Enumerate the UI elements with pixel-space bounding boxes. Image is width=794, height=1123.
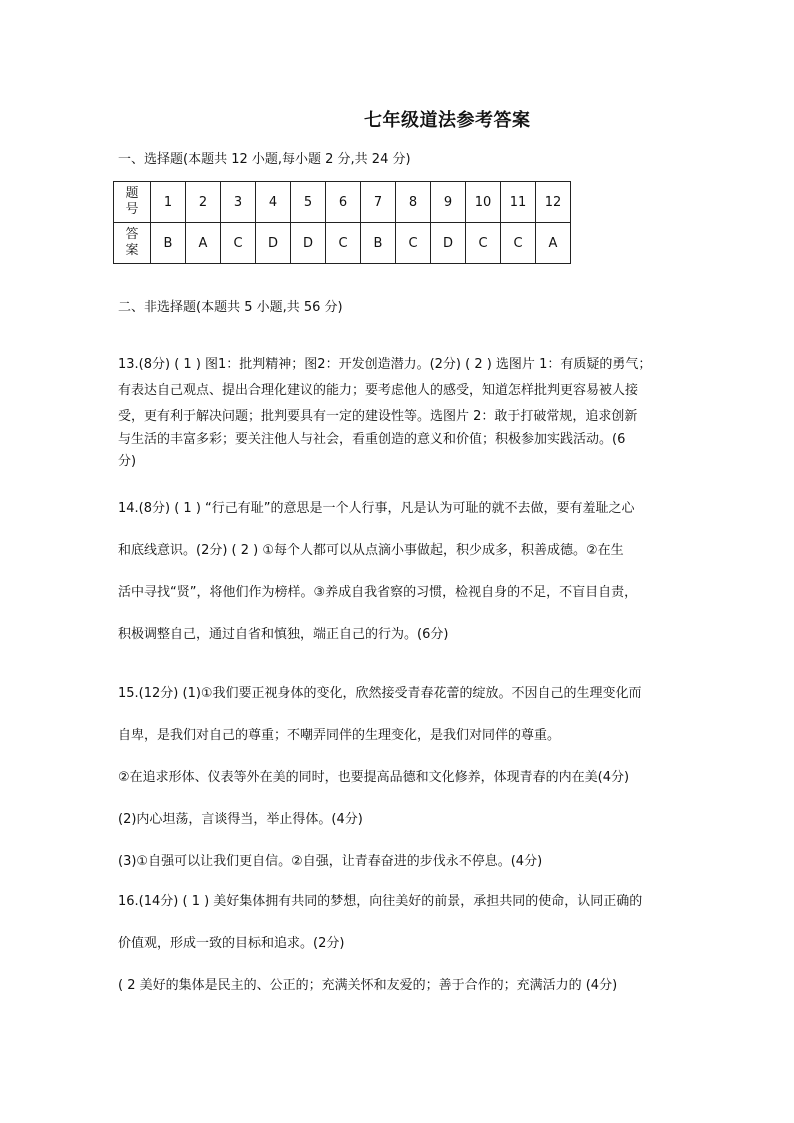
answer-cell: C bbox=[501, 223, 536, 264]
q16-line: 16.(14分) ( 1 ) 美好集体拥有共同的梦想，向往美好的前景，承担共同的使命，认同正确的 bbox=[118, 894, 643, 909]
answer-cell: C bbox=[396, 223, 431, 264]
header-char: 题 bbox=[125, 186, 139, 201]
question-number-cell: 4 bbox=[256, 182, 291, 223]
answer-cell: C bbox=[466, 223, 501, 264]
q15-line: (2)内心坦荡，言谈得当，举止得体。(4分) bbox=[118, 812, 363, 827]
answer-cell: B bbox=[361, 223, 396, 264]
answer-cell: A bbox=[536, 223, 571, 264]
q15-line: 自卑，是我们对自己的尊重；不嘲弄同伴的生理变化，是我们对同伴的尊重。 bbox=[118, 728, 561, 743]
table-header-answer bbox=[114, 223, 151, 264]
question-number-cell: 11 bbox=[501, 182, 536, 223]
answer-cell: C bbox=[326, 223, 361, 264]
q15-line: (3)①自强可以让我们更自信。②自强，让青春奋进的步伐永不停息。(4分) bbox=[118, 854, 543, 869]
question-number-cell: 12 bbox=[536, 182, 571, 223]
section-heading-choice: 一、选择题(本题共 12 小题,每小题 2 分,共 24 分) bbox=[118, 152, 411, 167]
q13-line: 13.(8分) ( 1 ) 图1：批判精神；图2：开发创造潜力。(2分) ( 2 ) 选图片 1：有质疑的勇气； bbox=[118, 357, 652, 372]
q16-line: ( 2 美好的集体是民主的、公正的；充满关怀和友爱的；善于合作的；充满活力的 (4分) bbox=[118, 978, 618, 993]
q14-line: 活中寻找“贤”，将他们作为榜样。③养成自我省察的习惯，检视自身的不足，不盲目自责， bbox=[118, 585, 638, 600]
question-number-cell: 3 bbox=[221, 182, 256, 223]
q13-line: 有表达自己观点、提出合理化建议的能力；要考虑他人的感受，知道怎样批判更容易被人接 bbox=[118, 383, 639, 398]
answer-cell: A bbox=[186, 223, 221, 264]
answer-table bbox=[113, 181, 571, 264]
page-title: 七年级道法参考答案 bbox=[364, 110, 531, 131]
question-number-cell: 6 bbox=[326, 182, 361, 223]
q16-line: 价值观，形成一致的目标和追求。(2分) bbox=[118, 936, 345, 951]
q13-line: 与生活的丰富多彩；要关注他人与社会，看重创造的意义和价值；积极参加实践活动。(6 bbox=[118, 432, 626, 447]
table-header-number bbox=[114, 182, 151, 223]
question-number-cell: 1 bbox=[151, 182, 186, 223]
q14-line: 和底线意识。(2分) ( 2 ) ①每个人都可以从点滴小事做起，积少成多，积善成德。②在生 bbox=[118, 543, 624, 558]
header-char: 案 bbox=[125, 243, 139, 258]
table-row-numbers bbox=[114, 182, 571, 223]
q15-line: ②在追求形体、仪表等外在美的同时，也要提高品德和文化修养，体现青春的内在美(4分) bbox=[118, 770, 630, 785]
question-number-cell: 10 bbox=[466, 182, 501, 223]
answer-cell: D bbox=[256, 223, 291, 264]
answer-cell: C bbox=[221, 223, 256, 264]
question-number-cell: 9 bbox=[431, 182, 466, 223]
answer-cell: D bbox=[291, 223, 326, 264]
answer-cell: B bbox=[151, 223, 186, 264]
table-row-answers bbox=[114, 223, 571, 264]
question-number-cell: 2 bbox=[186, 182, 221, 223]
question-number-cell: 7 bbox=[361, 182, 396, 223]
q14-line: 14.(8分) ( 1 ) “行己有耻”的意思是一个人行事，凡是认为可耻的就不去做，要有羞耻之心 bbox=[118, 501, 635, 516]
q13-line: 分) bbox=[118, 454, 137, 469]
q15-line: 15.(12分) (1)①我们要正视身体的变化，欣然接受青春花蕾的绽放。不因自己的生理变化而 bbox=[118, 686, 642, 701]
q14-line: 积极调整自己，通过自省和慎独，端正自己的行为。(6分) bbox=[118, 627, 449, 642]
header-char: 号 bbox=[125, 202, 139, 217]
question-number-cell: 5 bbox=[291, 182, 326, 223]
answer-cell: D bbox=[431, 223, 466, 264]
header-char: 答 bbox=[125, 227, 139, 242]
section-heading-nonchoice: 二、非选择题(本题共 5 小题,共 56 分) bbox=[118, 300, 343, 315]
q13-line: 受，更有利于解决问题；批判要具有一定的建设性等。选图片 2：敢于打破常规，追求创新 bbox=[118, 409, 638, 424]
question-number-cell: 8 bbox=[396, 182, 431, 223]
